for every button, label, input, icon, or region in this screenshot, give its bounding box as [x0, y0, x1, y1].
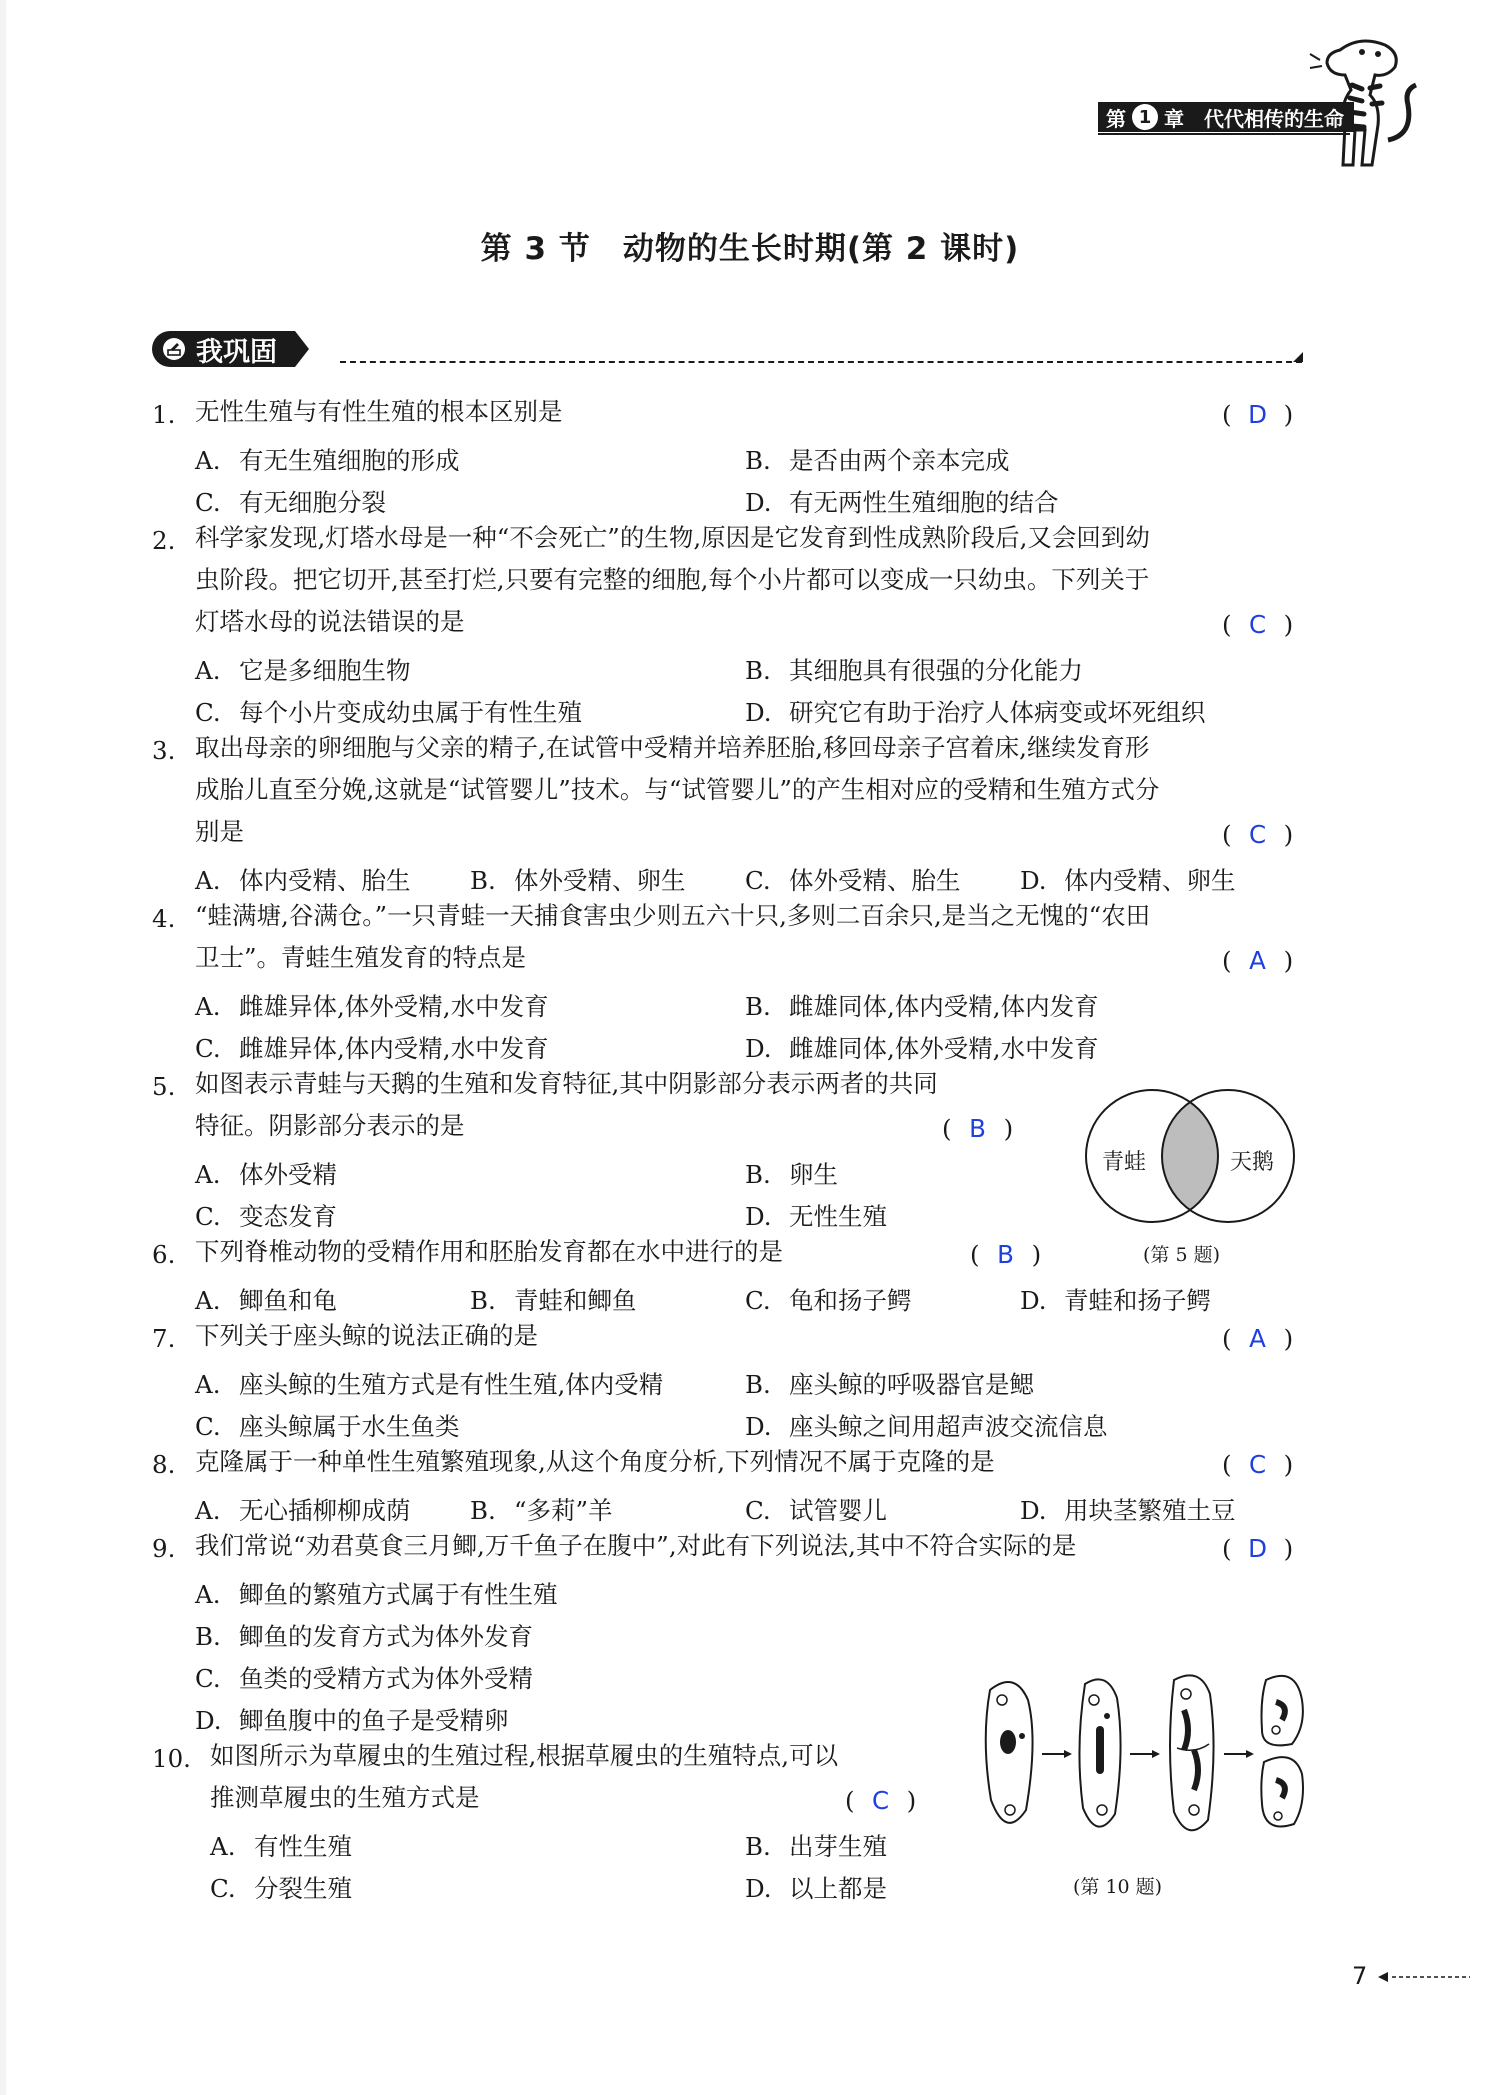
section-label: 我巩固: [196, 336, 277, 368]
option-c: C. 每个小片变成幼虫属于有性生殖: [195, 698, 582, 727]
question-text: 下列关于座头鲸的说法正确的是: [195, 1321, 538, 1350]
option-a: A. 座头鲸的生殖方式是有性生殖,体内受精: [195, 1370, 664, 1399]
question-text: 卫士”。青蛙生殖发育的特点是: [195, 943, 527, 972]
answer-value: C: [872, 1786, 890, 1815]
chapter-tag: [1098, 102, 1354, 132]
option-b: B. 卵生: [745, 1160, 838, 1189]
figure-caption: (第 10 题): [1073, 1876, 1163, 1898]
answer-blank: ( B ): [970, 1240, 1042, 1269]
option-b: B. 鲫鱼的发育方式为体外发育: [195, 1622, 533, 1651]
paramecium-division-diagram: [980, 1670, 1310, 1845]
section-heading: [152, 330, 309, 368]
answer-value: C: [1249, 1450, 1267, 1479]
option-c: C. 试管婴儿: [745, 1496, 887, 1525]
question-number: 9.: [152, 1534, 176, 1563]
answer-blank: ( C ): [1222, 1450, 1294, 1479]
option-b: B. 是否由两个亲本完成: [745, 446, 1010, 475]
venn-right-label: 天鹅: [1230, 1150, 1275, 1175]
option-c: C. 鱼类的受精方式为体外受精: [195, 1664, 533, 1693]
option-c: C. 有无细胞分裂: [195, 488, 386, 517]
option-a: A. 体外受精: [195, 1160, 337, 1189]
question-number: 6.: [152, 1240, 176, 1269]
answer-value: B: [997, 1240, 1014, 1269]
option-d: D. 雌雄同体,体外受精,水中发育: [745, 1034, 1099, 1063]
paramecium-stage-2: [1079, 1679, 1120, 1826]
answer-blank: ( B ): [942, 1114, 1014, 1143]
answer-blank: ( C ): [1222, 610, 1294, 639]
option-c: C. 体外受精、胎生: [745, 866, 961, 895]
chapter-title: 代代相传的生命: [1204, 106, 1344, 131]
answer-value: D: [1248, 400, 1267, 429]
arrow-icon: [1152, 1750, 1160, 1758]
option-b: B. 出芽生殖: [745, 1832, 887, 1861]
question-text: 克隆属于一种单性生殖繁殖现象,从这个角度分析,下列情况不属于克隆的是: [195, 1447, 995, 1476]
venn-left-label: 青蛙: [1102, 1150, 1147, 1175]
arrow-icon: [1064, 1750, 1072, 1758]
answer-value: A: [1249, 946, 1266, 975]
question-text: 灯塔水母的说法错误的是: [195, 607, 465, 636]
option-b: B. 青蛙和鲫鱼: [470, 1286, 637, 1315]
option-b: B. 座头鲸的呼吸器官是鳃: [745, 1370, 1034, 1399]
arrow-icon: [1246, 1750, 1254, 1758]
option-a: A. 鲫鱼和龟: [195, 1286, 337, 1315]
option-b: B. “多莉”羊: [470, 1496, 613, 1525]
option-d: D. 用块茎繁殖土豆: [1020, 1496, 1236, 1525]
answer-blank: ( C ): [845, 1786, 917, 1815]
option-c: C. 龟和扬子鳄: [745, 1286, 912, 1315]
question-number: 4.: [152, 904, 176, 933]
question-text: 推测草履虫的生殖方式是: [210, 1783, 480, 1812]
chapter-number: 1: [1132, 104, 1158, 130]
header-rule: [1098, 133, 1350, 135]
chapter-suffix: 章: [1164, 106, 1184, 131]
question-text: 虫阶段。把它切开,甚至打烂,只要有完整的细胞,每个小片都可以变成一只幼虫。下列关于: [195, 565, 1150, 594]
question-number: 3.: [152, 736, 176, 765]
answer-blank: ( C ): [1222, 820, 1294, 849]
question-number: 10.: [152, 1744, 191, 1773]
question-text: 成胎儿直至分娩,这就是“试管婴儿”技术。与“试管婴儿”的产生相对应的受精和生殖方式分: [195, 775, 1160, 804]
question-number: 2.: [152, 526, 176, 555]
question-text: “蛙满塘,谷满仓。”一只青蛙一天捕食害虫少则五六十只,多则二百余只,是当之无愧的“农田: [195, 901, 1151, 930]
question-text: 如图表示青蛙与天鹅的生殖和发育特征,其中阴影部分表示两者的共同: [195, 1069, 938, 1098]
question-text: 下列脊椎动物的受精作用和胚胎发育都在水中进行的是: [195, 1237, 783, 1266]
question-number: 1.: [152, 400, 176, 429]
question-text: 我们常说“劝君莫食三月鲫,万千鱼子在腹中”,对此有下列说法,其中不符合实际的是: [195, 1531, 1077, 1560]
option-a: A. 无心插柳柳成荫: [195, 1496, 411, 1525]
option-d: D. 座头鲸之间用超声波交流信息: [745, 1412, 1108, 1441]
option-a: A. 雌雄异体,体外受精,水中发育: [195, 992, 549, 1021]
question-text: 无性生殖与有性生殖的根本区别是: [195, 397, 563, 426]
figure-caption: (第 5 题): [1143, 1244, 1220, 1266]
arrow-left-icon: [1378, 1972, 1470, 1982]
paramecium-stage-4: [1261, 1676, 1303, 1827]
paramecium-stage-3: [1170, 1675, 1214, 1830]
question-text: 别是: [195, 817, 244, 846]
paramecium-stage-1: [986, 1682, 1033, 1823]
answer-value: C: [1249, 820, 1267, 849]
answer-blank: ( A ): [1222, 946, 1294, 975]
question-text: 取出母亲的卵细胞与父亲的精子,在试管中受精并培养胚胎,移回母亲子宫着床,继续发育形: [195, 733, 1150, 762]
option-b: B. 体外受精、卵生: [470, 866, 686, 895]
question-text: 特征。阴影部分表示的是: [195, 1111, 465, 1140]
question-number: 7.: [152, 1324, 176, 1353]
page-number: 7: [1352, 1962, 1368, 1990]
option-d: D. 无性生殖: [745, 1202, 887, 1231]
answer-value: C: [1249, 610, 1267, 639]
option-c: C. 变态发育: [195, 1202, 337, 1231]
answer-blank: ( D ): [1222, 400, 1294, 429]
question-number: 8.: [152, 1450, 176, 1479]
option-b: B. 其细胞具有很强的分化能力: [745, 656, 1083, 685]
section-divider: [340, 361, 1302, 363]
page-title: 第 3 节 动物的生长时期(第 2 课时): [480, 231, 1020, 267]
option-a: A. 体内受精、胎生: [195, 866, 411, 895]
option-a: A. 鲫鱼的繁殖方式属于有性生殖: [195, 1580, 558, 1609]
answer-value: D: [1248, 1534, 1267, 1563]
question-number: 5.: [152, 1072, 176, 1101]
answer-value: B: [969, 1114, 986, 1143]
answer-blank: ( D ): [1222, 1534, 1294, 1563]
option-d: D. 研究它有助于治疗人体病变或坏死组织: [745, 698, 1206, 727]
page-gutter: [0, 0, 6, 2095]
option-d: D. 有无两性生殖细胞的结合: [745, 488, 1059, 517]
option-d: D. 青蛙和扬子鳄: [1020, 1286, 1211, 1315]
option-c: C. 雌雄异体,体内受精,水中发育: [195, 1034, 549, 1063]
option-c: C. 分裂生殖: [210, 1874, 352, 1903]
option-d: D. 以上都是: [745, 1874, 887, 1903]
option-c: C. 座头鲸属于水生鱼类: [195, 1412, 460, 1441]
option-a: A. 它是多细胞生物: [195, 656, 411, 685]
option-a: A. 有性生殖: [210, 1832, 352, 1861]
answer-value: A: [1249, 1324, 1266, 1353]
pencil-paper-icon: [162, 337, 186, 361]
option-d: D. 体内受精、卵生: [1020, 866, 1236, 895]
question-text: 如图所示为草履虫的生殖过程,根据草履虫的生殖特点,可以: [210, 1741, 839, 1770]
option-a: A. 有无生殖细胞的形成: [195, 446, 460, 475]
option-b: B. 雌雄同体,体内受精,体内发育: [745, 992, 1099, 1021]
question-text: 科学家发现,灯塔水母是一种“不会死亡”的生物,原因是它发育到性成熟阶段后,又会回到幼: [195, 523, 1150, 552]
answer-blank: ( A ): [1222, 1324, 1294, 1353]
divider-corner: [1293, 352, 1303, 362]
option-d: D. 鲫鱼腹中的鱼子是受精卵: [195, 1706, 509, 1735]
chapter-prefix: 第: [1106, 106, 1126, 131]
